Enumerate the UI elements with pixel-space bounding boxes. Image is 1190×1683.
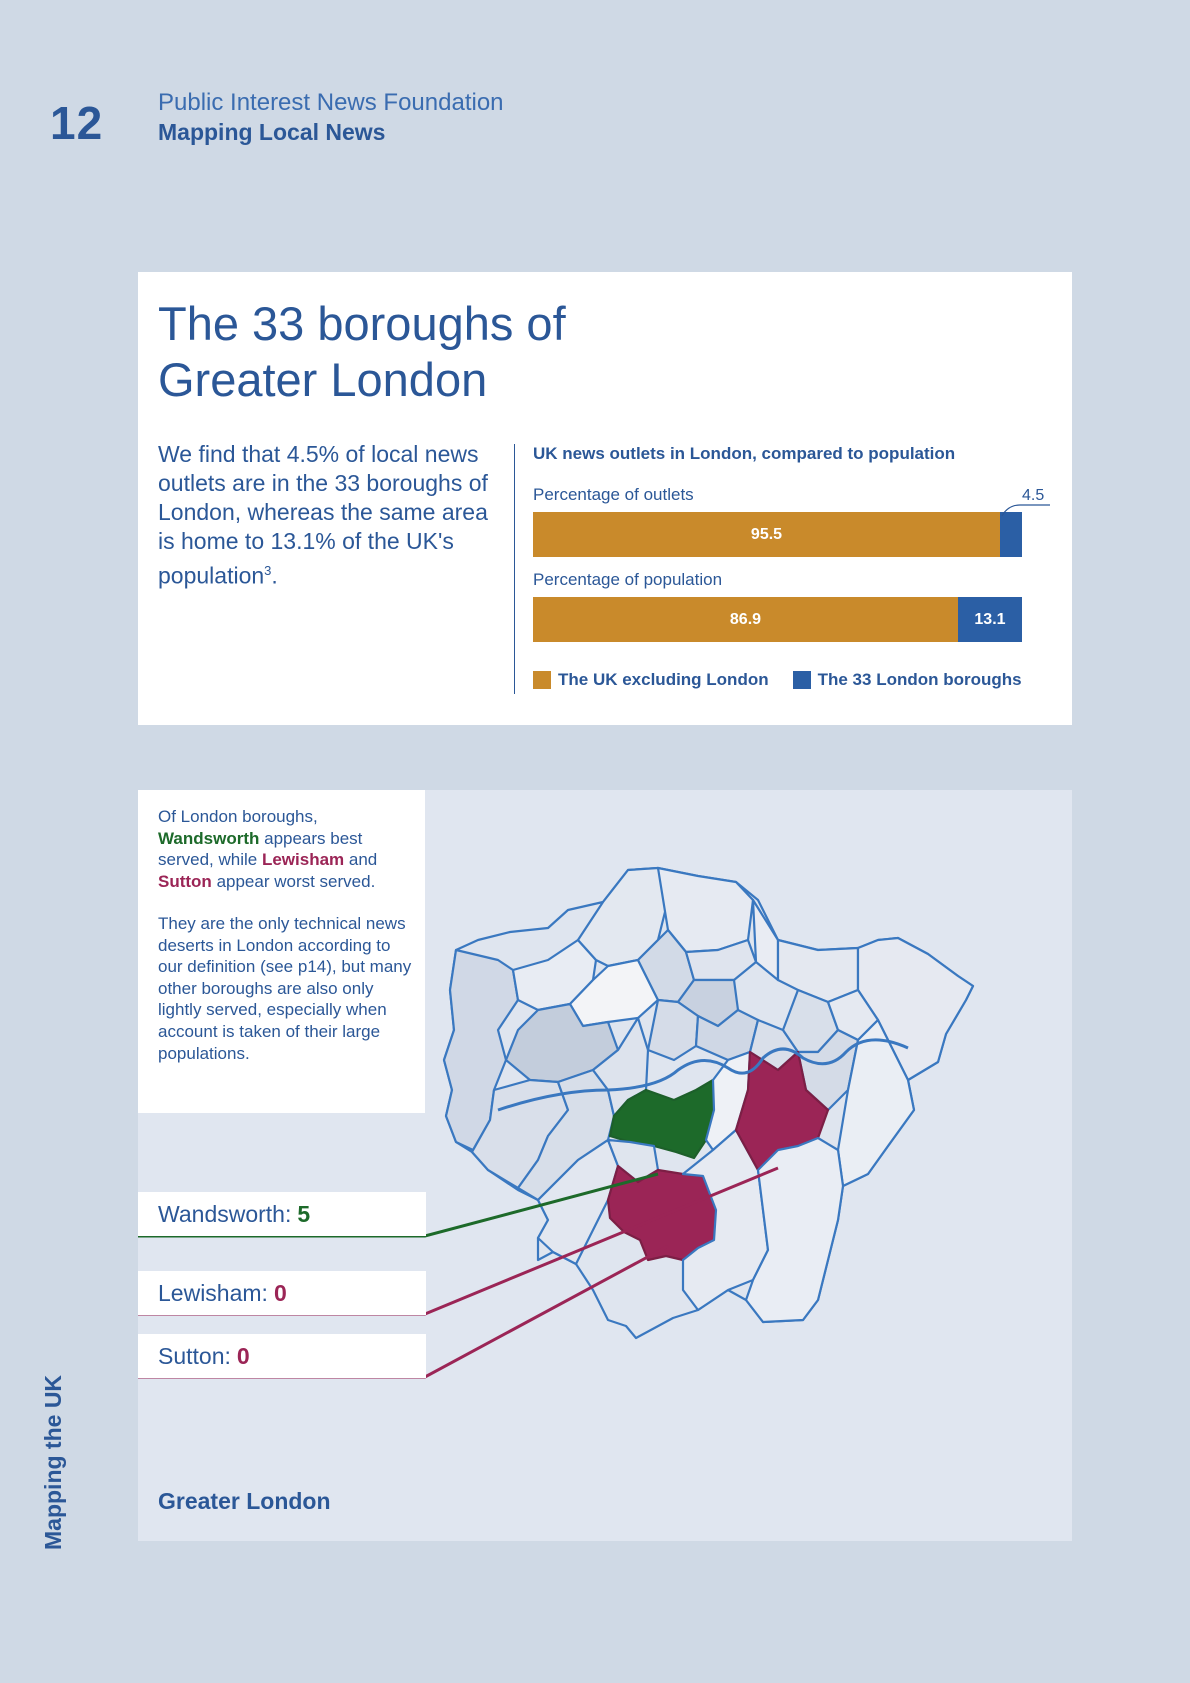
label-lewisham (138, 1271, 426, 1315)
org-name: Public Interest News Foundation (158, 89, 504, 116)
data-label-uk-outlets: 95.5 (750, 525, 783, 543)
note-worst-borough-b: Sutton (158, 871, 212, 891)
label-wandsworth (138, 1192, 426, 1236)
label-value-wandsworth: 5 (297, 1200, 311, 1227)
bar-population (533, 597, 1022, 642)
data-label-london-population: 13.1 (974, 610, 1006, 628)
card-body (158, 440, 498, 591)
map-caption: Greater London (158, 1488, 331, 1514)
label-value-lewisham: 0 (273, 1279, 287, 1306)
legend-item-london (793, 670, 1022, 690)
bar-segment-uk-population (533, 597, 958, 642)
legend-label-london: The 33 London boroughs (817, 670, 1022, 689)
note-worst-borough-a: Lewisham (261, 850, 345, 870)
summary-card (138, 272, 1072, 725)
chart-title: UK news outlets in London, compared to population (533, 444, 956, 463)
note-mid: appears best served, while (158, 828, 363, 870)
data-label-london-outlets: 4.5 (1022, 487, 1045, 504)
footnote-marker: 3 (264, 563, 272, 578)
note-paragraph-1 (158, 806, 418, 892)
bar-segment-london-population (958, 597, 1022, 642)
note-intro: Of London boroughs, (158, 807, 318, 826)
divider (514, 444, 515, 694)
map-panel (138, 790, 1072, 1541)
label-name-lewisham: Lewisham: (158, 1279, 268, 1306)
bar-label-population: Percentage of population (533, 570, 723, 589)
card-body-text: We find that 4.5% of local news outlets are in the 33 boroughs of London, whereas the same area is home to 13.1% of the UK's population (158, 441, 488, 589)
bar-outlets (533, 512, 1022, 557)
legend-item-uk (533, 670, 769, 690)
bar-label-outlets: Percentage of outlets (533, 485, 694, 504)
bar-segment-london-outlets (1000, 512, 1022, 557)
data-label-uk-population: 86.9 (729, 610, 762, 628)
card-body-end: . (271, 562, 278, 589)
chart-legend (533, 670, 1046, 690)
bar-segment-uk-outlets (533, 512, 1000, 557)
label-sutton (138, 1334, 426, 1378)
document-title: Mapping Local News (158, 119, 386, 145)
card-title: The 33 boroughs of Greater London (158, 297, 566, 406)
page-number: 12 (50, 97, 104, 149)
note-and: and (348, 850, 378, 870)
section-label: Mapping the UK (40, 1374, 66, 1550)
label-name-sutton: Sutton: (158, 1342, 231, 1369)
legend-label-uk: The UK excluding London (558, 670, 769, 689)
label-value-sutton: 0 (236, 1342, 250, 1369)
label-name-wandsworth: Wandsworth: (158, 1200, 292, 1227)
map-note-box (138, 790, 425, 1113)
legend-swatch-uk (533, 671, 551, 689)
legend-swatch-london (793, 671, 811, 689)
note-paragraph-2: They are the only technical news deserts in London according to our definition (see p14), but many other boroughs are also only lightly served, especially when account is taken of their large populations. (158, 914, 412, 1063)
callout-leader-line (1000, 503, 1050, 517)
note-end: appear worst served. (216, 871, 376, 891)
note-best-borough: Wandsworth (158, 828, 260, 848)
